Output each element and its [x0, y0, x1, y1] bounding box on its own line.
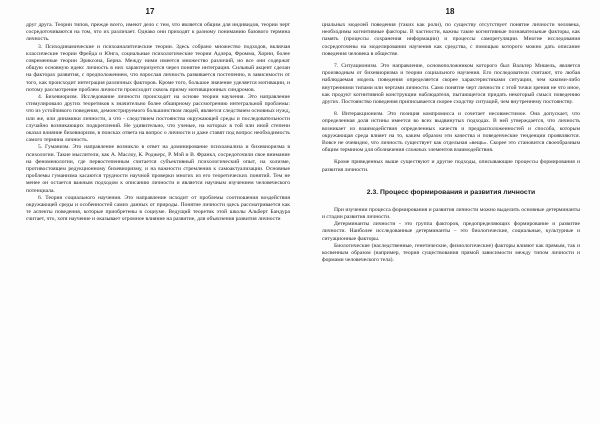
paragraph: Детерминанты личности - это группа факторов, предопределяющих формирование и развитие личности. Наиболее исследованные детерминанты – это биологические, социальные, культурные и ситуационные факторы.: [322, 221, 580, 242]
paragraph: 4. Бихевиоризм. Исследование личности происходит на основе теории научения. Это направление стимулировало других теоретиков к значительно более обширному рассмотрению интегральной проблемы: что из устойчивого поведения, демонстрируемого большинством людей, является следствием основных нужд, или же, или динамики личности, а что - следствием постоянства окружающей среды и последовательности случайно возникающих подкреплений. Не удивительно, что ученые, на которых в той или иной степени оказал влияние бихевиоризм, в поисках ответа на вопрос о личности и даже ставят под вопрос необходимость самого термина личность.: [26, 94, 290, 144]
paragraph: 7. Ситуационизм. Это направление, основоположником которого был Вальтер Мишель, является производным от бихевиоризма и теории социального научения. Его последователи считают, что любая наблюдаемая модель поведения определяется скорее характеристиками ситуации, чем какими-либо внутренними типами или чертами личности. Само понятие черт личности с этой точки зрения не что иное, как продукт когнитивной конструкции наблюдателя, пытающегося придать некоторый смысл поведению других. Постоянство поведения приписывается скорее сходству ситуаций, чем внутреннему постоянству.: [322, 63, 580, 106]
paragraph: 3. Психодинамические и психоаналитические теории. Здесь собрано множество подходов, включая классические теории Фрейда и Юнга, социальные психологические теории Адлера, Фромма, Хорни, более современные теории Эриксона, Берна. Между ними имеется множество различий, но все они содержат общую основную идею: личность в них характеризуется через понятие интеграция. Сильный акцент сделан на факторах развития, с предположением, что взрослая личность развивается постепенно, в зависимости от того, как происходит интеграция различных факторов. Кроме того, большое значение уделяется мотивации, и потому рассмотрение проблем личности происходит сквозь призму мотивационных синдромов.: [26, 43, 290, 93]
paragraph: циальных моделей поведения (таких как роли), по существу отсутствует понятие личности человека, необходимы когнитивные факторы. В частности, важны такие когнитивные познавательные факторы, как память (процессы сохранения информации) и процессы саморегуляции. Многие исследования сосредоточены на моделировании научения как средства, с помощью которого можно дать описание поведения человека в обществе.: [322, 22, 580, 57]
paragraph: друг друга. Теории типов, прежде всего, имеют дело с тем, что является общим для индивидов, теории черт сосредоточиваются на том, что их различает. Однако они приходят к разному пониманию базового термина личность.: [26, 22, 290, 43]
paragraph: Биологические (наследственные, генетические, физиологические) факторы влияют как прямым, так и косвенным образом (например, теория существования прямой зависимости между типом личности и формами человеческого тела).: [322, 242, 580, 264]
paragraph: Кроме приведенных выше существуют и другие подходы, описывающие процессы формирования и развития личности.: [322, 159, 580, 173]
paragraph: При изучении процесса формирования и развития личности можно выделить основные детерминанты и стадии развития личности.: [322, 206, 580, 221]
page-number: 18: [445, 7, 455, 16]
page-number: 17: [145, 7, 155, 16]
section-heading: 2.3. Процесс формирования и развития личности: [366, 188, 536, 196]
paragraph: 8. Интеракционизм. Это позиция компромисса и сочетает несовместимое. Она допускает, что определенная доля истины имеется во всех выдвинутых подходах. В ней утверждается, что личность возникает из взаимодействия определенных качеств и предрасположенностей и способа, которым окружающая среда влияет на то, каким образом эти качества и поведенческие тенденции проявляются. Вовсе не очевидно, что личность существует как отдельная «вещь». Скорее это становится своеобразным общим термином для обозначения сложных элементов взаимодействия.: [322, 111, 580, 154]
page-text: [322, 22, 580, 264]
right-page: [300, 0, 600, 424]
paragraph: 6. Теория социального научения. Это направление исходит от проблемы соотношения воздействия окружающей среды и особенностей самих данных от природы. Понятие личности здесь рассматривается как те аспекты поведения, которые приобретены в социуме. Ведущий теоретик этой школы Альберт Бандура считает, что, хотя научение и оказывает огромное влияние на развитие, для объяснения развития личности: [26, 194, 290, 223]
page-text: [26, 22, 290, 224]
paragraph: 5. Гуманизм. Это направление возникло в ответ на доминирование психоанализа и бихевиоризма в психологии. Такие мыслители, как А. Маслоу, К. Роджерс, Р. Мэй и В. Франкл, сосредоточили свое внимание на феноменологии, где первостепенным считается субъективный психологический опыт, на холизме, противостоящем редукционному бихевиоризму, и на важности стремления к самоактуализации. Основные проблемы гуманизма касаются трудности научной проверки многих из его теоретических понятий. Тем не менее он остается важным подходом к описанию личности и является научным изучением человеческого потенциала.: [26, 144, 290, 194]
